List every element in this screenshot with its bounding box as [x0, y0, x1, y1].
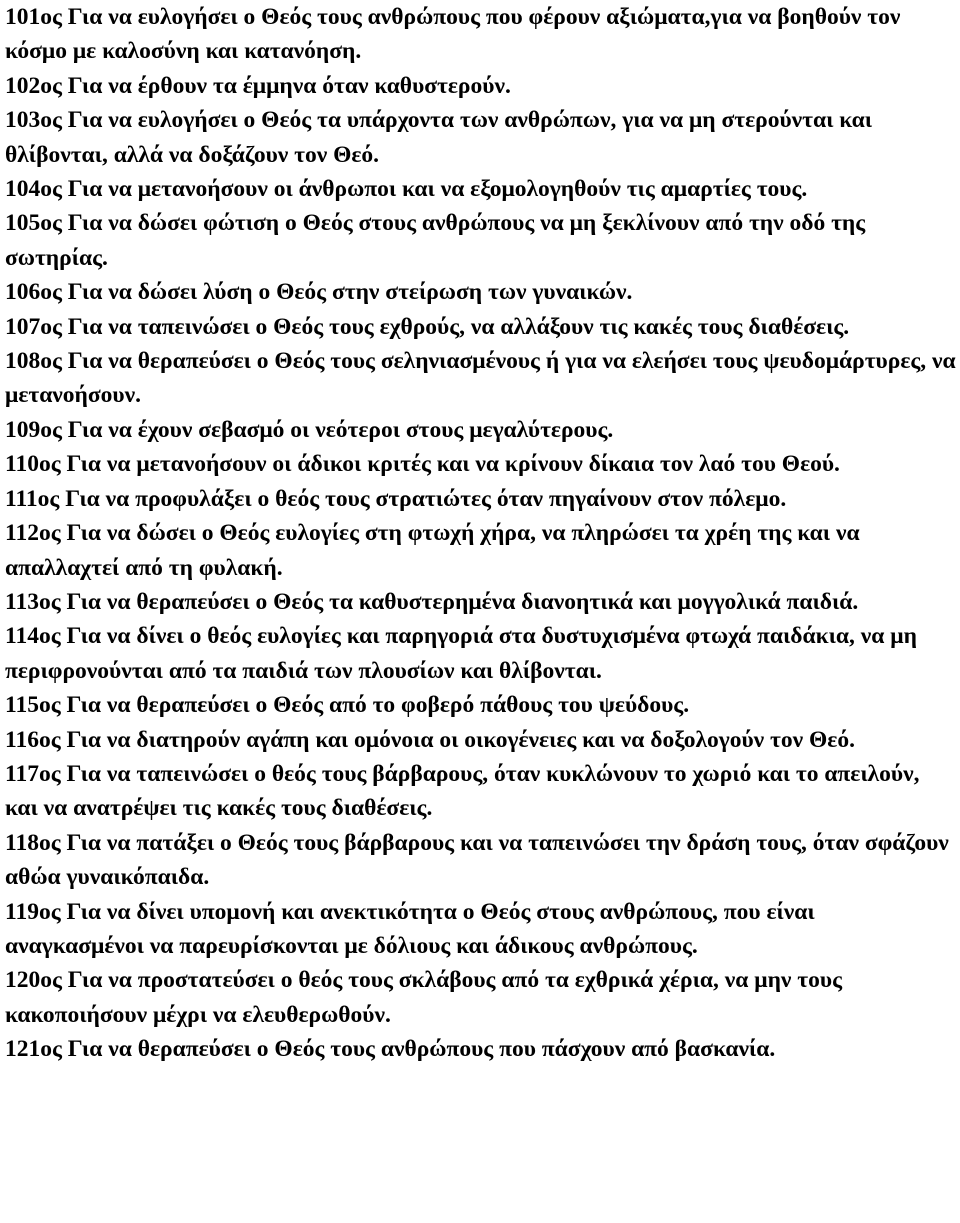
- list-item: 120ος Για να προστατεύσει ο θεός τους σκλάβους από τα εχθρικά χέρια, να μην τους κακοποιήσουν μέχρι να ελευθερωθούν.: [5, 967, 843, 1028]
- list-item: 104ος Για να μετανοήσουν οι άνθρωποι και να εξομολογηθούν τις αμαρτίες τους.: [5, 176, 808, 203]
- list-item: 109ος Για να έχουν σεβασμό οι νεότεροι στους μεγαλύτερους.: [5, 416, 614, 443]
- list-item: 103ος Για να ευλογήσει ο Θεός τα υπάρχοντα των ανθρώπων, για να μη στερούνται και θλίβονται, αλλά να δοξάζουν τον Θεό.: [5, 107, 873, 168]
- list-item: 121ος Για να θεραπεύσει ο Θεός τους ανθρώπους που πάσχουν από βασκανία.: [5, 1036, 776, 1063]
- list-item: 105ος Για να δώσει φώτιση ο Θεός στους ανθρώπους να μη ξεκλίνουν από την οδό της σωτηρίας.: [5, 210, 866, 271]
- list-item: 101ος Για να ευλογήσει ο Θεός τους ανθρώπους που φέρουν αξιώματα,για να βοηθούν τον κόσμο με καλοσύνη και κατανόηση.: [5, 4, 901, 65]
- list-item: 117ος Για να ταπεινώσει ο θεός τους βάρβαρους, όταν κυκλώνουν το χωριό και το απειλούν, και να ανατρέψει τις κακές τους διαθέσεις.: [5, 760, 920, 822]
- list-item: 112ος Για να δώσει ο Θεός ευλογίες στη φτωχή χήρα, να πληρώσει τα χρέη της και να απαλλαχτεί από τη φυλακή.: [5, 520, 860, 581]
- list-item: 118ος Για να πατάξει ο Θεός τους βάρβαρους και να ταπεινώσει την δράση τους, όταν σφάζουν αθώα γυναικόπαιδα.: [5, 829, 949, 891]
- list-item: 110ος Για να μετανοήσουν οι άδικοι κριτές και να κρίνουν δίκαια τον λαό του Θεού.: [5, 451, 840, 478]
- list-item: 113ος Για να θεραπεύσει ο Θεός τα καθυστερημένα διανοητικά και μογγολικά παιδιά.: [5, 588, 859, 615]
- list-item: 107ος Για να ταπεινώσει ο Θεός τους εχθρούς, να αλλάξουν τις κακές τους διαθέσεις.: [5, 313, 850, 340]
- list-item: 115ος Για να θεραπεύσει ο Θεός από το φοβερό πάθους του ψεύδους.: [5, 692, 690, 719]
- list-item: 114ος Για να δίνει ο θεός ευλογίες και παρηγοριά στα δυστυχισμένα φτωχά παιδάκια, να μη περιφρονούνται από τα παιδιά των πλουσίων και θλίβονται.: [5, 623, 917, 684]
- list-item: 102ος Για να έρθουν τα έμμηνα όταν καθυστερούν.: [5, 72, 511, 99]
- document-page: [5, 0, 957, 1067]
- list-item: 108ος Για να θεραπεύσει ο Θεός τους σεληνιασμένους ή για να ελεήσει τους ψευδομάρτυρες, να μετανοήσουν.: [5, 348, 956, 409]
- list-item: 119ος Για να δίνει υπομονή και ανεκτικότητα ο Θεός στους ανθρώπους, που είναι αναγκασμένοι να παρευρίσκονται με δόλιους και άδικους ανθρώπους.: [5, 898, 815, 959]
- list-item: 106ος Για να δώσει λύση ο Θεός στην στείρωση των γυναικών.: [5, 279, 633, 306]
- list-item: 111ος Για να προφυλάξει ο θεός τους στρατιώτες όταν πηγαίνουν στον πόλεμο.: [5, 485, 787, 512]
- list-item: 116ος Για να διατηρούν αγάπη και ομόνοια οι οικογένειες και να δοξολογούν τον Θεό.: [5, 726, 855, 753]
